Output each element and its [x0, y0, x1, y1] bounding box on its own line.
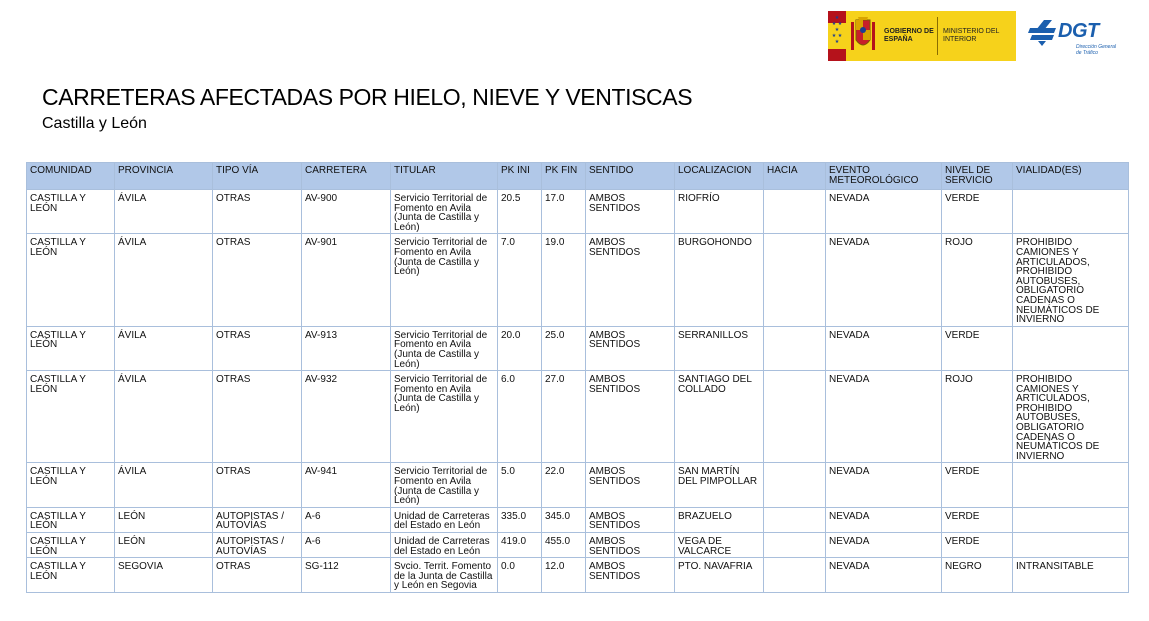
table-body — [27, 190, 1129, 593]
table-row — [27, 463, 1129, 507]
table-cell: 419.0 — [498, 533, 542, 558]
table-cell — [764, 533, 826, 558]
table-cell: 0.0 — [498, 558, 542, 593]
column-header: VIALIDAD(ES) — [1013, 163, 1129, 190]
table-cell: NEVADA — [826, 507, 942, 532]
table-cell: ÁVILA — [115, 463, 213, 507]
table-cell: AV-932 — [302, 371, 391, 463]
table-row — [27, 190, 1129, 234]
table-row — [27, 507, 1129, 532]
table-row — [27, 371, 1129, 463]
table-cell: 6.0 — [498, 371, 542, 463]
table-cell: AMBOS SENTIDOS — [586, 190, 675, 234]
table-cell: AMBOS SENTIDOS — [586, 326, 675, 370]
table-cell: Unidad de Carreteras del Estado en León — [391, 507, 498, 532]
table-cell: ROJO — [942, 234, 1013, 326]
table-cell: INTRANSITABLE — [1013, 558, 1129, 593]
roads-table — [26, 162, 1129, 593]
table-cell: VERDE — [942, 326, 1013, 370]
table-cell: NEVADA — [826, 234, 942, 326]
table-cell — [1013, 326, 1129, 370]
gobierno-logo — [828, 11, 1016, 61]
table-cell: 27.0 — [542, 371, 586, 463]
table-cell: SAN MARTÍN DEL PIMPOLLAR — [675, 463, 764, 507]
table-cell: ROJO — [942, 371, 1013, 463]
table-cell: OTRAS — [213, 371, 302, 463]
column-header: LOCALIZACION — [675, 163, 764, 190]
table-cell: AV-941 — [302, 463, 391, 507]
column-header: PK FIN — [542, 163, 586, 190]
table-cell: 12.0 — [542, 558, 586, 593]
table-cell — [764, 507, 826, 532]
column-header: COMUNIDAD — [27, 163, 115, 190]
table-cell: BRAZUELO — [675, 507, 764, 532]
table-cell: NEVADA — [826, 463, 942, 507]
table-cell: 17.0 — [542, 190, 586, 234]
table-cell: VERDE — [942, 190, 1013, 234]
table-cell — [764, 190, 826, 234]
table-cell: PTO. NAVAFRIA — [675, 558, 764, 593]
column-header: TITULAR — [391, 163, 498, 190]
table-cell: 20.0 — [498, 326, 542, 370]
table-row — [27, 326, 1129, 370]
table-cell: CASTILLA Y LEÓN — [27, 507, 115, 532]
table-cell — [1013, 507, 1129, 532]
table-cell: ÁVILA — [115, 371, 213, 463]
table-cell: LEÓN — [115, 507, 213, 532]
table-cell: AMBOS SENTIDOS — [586, 533, 675, 558]
table-cell: CASTILLA Y LEÓN — [27, 371, 115, 463]
dgt-logo — [1028, 14, 1118, 60]
table-cell: AV-913 — [302, 326, 391, 370]
table-cell: OTRAS — [213, 463, 302, 507]
table-cell: AMBOS SENTIDOS — [586, 558, 675, 593]
table-cell: CASTILLA Y LEÓN — [27, 190, 115, 234]
table-cell: AMBOS SENTIDOS — [586, 234, 675, 326]
table-cell: AUTOPISTAS / AUTOVÍAS — [213, 507, 302, 532]
table-cell — [764, 371, 826, 463]
table-cell — [1013, 463, 1129, 507]
page-title: CARRETERAS AFECTADAS POR HIELO, NIEVE Y VENTISCAS — [42, 84, 693, 110]
column-header: SENTIDO — [586, 163, 675, 190]
table-cell: AMBOS SENTIDOS — [586, 463, 675, 507]
table-cell: VERDE — [942, 463, 1013, 507]
table-cell — [1013, 533, 1129, 558]
column-header: TIPO VÍA — [213, 163, 302, 190]
table-cell — [764, 234, 826, 326]
table-cell: 20.5 — [498, 190, 542, 234]
column-header: PROVINCIA — [115, 163, 213, 190]
table-cell: CASTILLA Y LEÓN — [27, 533, 115, 558]
table-cell: OTRAS — [213, 190, 302, 234]
table-cell: CASTILLA Y LEÓN — [27, 463, 115, 507]
table-cell: NEVADA — [826, 190, 942, 234]
column-header: PK INI — [498, 163, 542, 190]
table-cell: 19.0 — [542, 234, 586, 326]
table-cell: 7.0 — [498, 234, 542, 326]
table-cell: ÁVILA — [115, 326, 213, 370]
table-header-row — [27, 163, 1129, 190]
table-cell: SEGOVIA — [115, 558, 213, 593]
table-cell: AV-901 — [302, 234, 391, 326]
column-header: EVENTO METEOROLÓGICO — [826, 163, 942, 190]
table-cell: VERDE — [942, 507, 1013, 532]
table-cell: AMBOS SENTIDOS — [586, 507, 675, 532]
table-cell: PROHIBIDO CAMIONES Y ARTICULADOS, PROHIBIDO AUTOBUSES, OBLIGATORIO CADENAS O NEUMÁTICOS DE INVIERNO — [1013, 234, 1129, 326]
table-cell: Svcio. Territ. Fomento de la Junta de Castilla y León en Segovia — [391, 558, 498, 593]
table-row — [27, 533, 1129, 558]
table-cell: LEÓN — [115, 533, 213, 558]
table-cell: 335.0 — [498, 507, 542, 532]
table-cell: BURGOHONDO — [675, 234, 764, 326]
coat-of-arms-icon — [846, 11, 880, 61]
table-cell: CASTILLA Y LEÓN — [27, 234, 115, 326]
table-cell: PROHIBIDO CAMIONES Y ARTICULADOS, PROHIBIDO AUTOBUSES, OBLIGATORIO CADENAS O NEUMÁTICOS DE INVIERNO — [1013, 371, 1129, 463]
table-cell: A-6 — [302, 533, 391, 558]
header-logos — [828, 10, 1118, 62]
table-row — [27, 558, 1129, 593]
table-cell — [764, 463, 826, 507]
gobierno-label: GOBIERNO DE ESPAÑA — [884, 28, 934, 43]
table-cell: ÁVILA — [115, 190, 213, 234]
eu-spain-flag-icon: ★ ★ ★ ★ ★ ★ ★ — [828, 11, 846, 61]
table-cell: SANTIAGO DEL COLLADO — [675, 371, 764, 463]
table-cell: NEVADA — [826, 326, 942, 370]
table-cell: Servicio Territorial de Fomento en Avila (Junta de Castilla y León) — [391, 463, 498, 507]
table-cell: CASTILLA Y LEÓN — [27, 558, 115, 593]
table-cell: Servicio Territorial de Fomento en Avila (Junta de Castilla y León) — [391, 371, 498, 463]
table-cell: VERDE — [942, 533, 1013, 558]
table-cell: 25.0 — [542, 326, 586, 370]
table-cell: OTRAS — [213, 558, 302, 593]
table-cell: Servicio Territorial de Fomento en Avila (Junta de Castilla y León) — [391, 234, 498, 326]
table-cell: NEVADA — [826, 533, 942, 558]
table-row — [27, 234, 1129, 326]
table-cell: 5.0 — [498, 463, 542, 507]
table-cell: SG-112 — [302, 558, 391, 593]
table-cell: AV-900 — [302, 190, 391, 234]
table-cell: VEGA DE VALCARCE — [675, 533, 764, 558]
table-cell: 455.0 — [542, 533, 586, 558]
table-cell: AUTOPISTAS / AUTOVÍAS — [213, 533, 302, 558]
dgt-mark-icon — [1028, 20, 1058, 46]
table-cell: NEVADA — [826, 558, 942, 593]
table-cell: CASTILLA Y LEÓN — [27, 326, 115, 370]
table-cell: OTRAS — [213, 234, 302, 326]
column-header: NIVEL DE SERVICIO — [942, 163, 1013, 190]
table-cell: SERRANILLOS — [675, 326, 764, 370]
column-header: HACIA — [764, 163, 826, 190]
table-cell: A-6 — [302, 507, 391, 532]
table-cell — [764, 326, 826, 370]
table-cell: RIOFRÍO — [675, 190, 764, 234]
table-cell: NEVADA — [826, 371, 942, 463]
table-cell: Servicio Territorial de Fomento en Avila (Junta de Castilla y León) — [391, 190, 498, 234]
dgt-wordmark: DGT — [1058, 20, 1099, 42]
table-cell — [1013, 190, 1129, 234]
table-cell — [764, 558, 826, 593]
ministerio-label: MINISTERIO DEL INTERIOR — [943, 28, 1000, 43]
table-cell: Servicio Territorial de Fomento en Avila (Junta de Castilla y León) — [391, 326, 498, 370]
table-cell: AMBOS SENTIDOS — [586, 371, 675, 463]
table-cell: Unidad de Carreteras del Estado en León — [391, 533, 498, 558]
column-header: CARRETERA — [302, 163, 391, 190]
table-cell: OTRAS — [213, 326, 302, 370]
dgt-subtitle: Dirección General de Tráfico — [1076, 44, 1117, 56]
table-cell: NEGRO — [942, 558, 1013, 593]
table-cell: ÁVILA — [115, 234, 213, 326]
table-cell: 22.0 — [542, 463, 586, 507]
table-cell: 345.0 — [542, 507, 586, 532]
page-subtitle: Castilla y León — [42, 115, 147, 132]
